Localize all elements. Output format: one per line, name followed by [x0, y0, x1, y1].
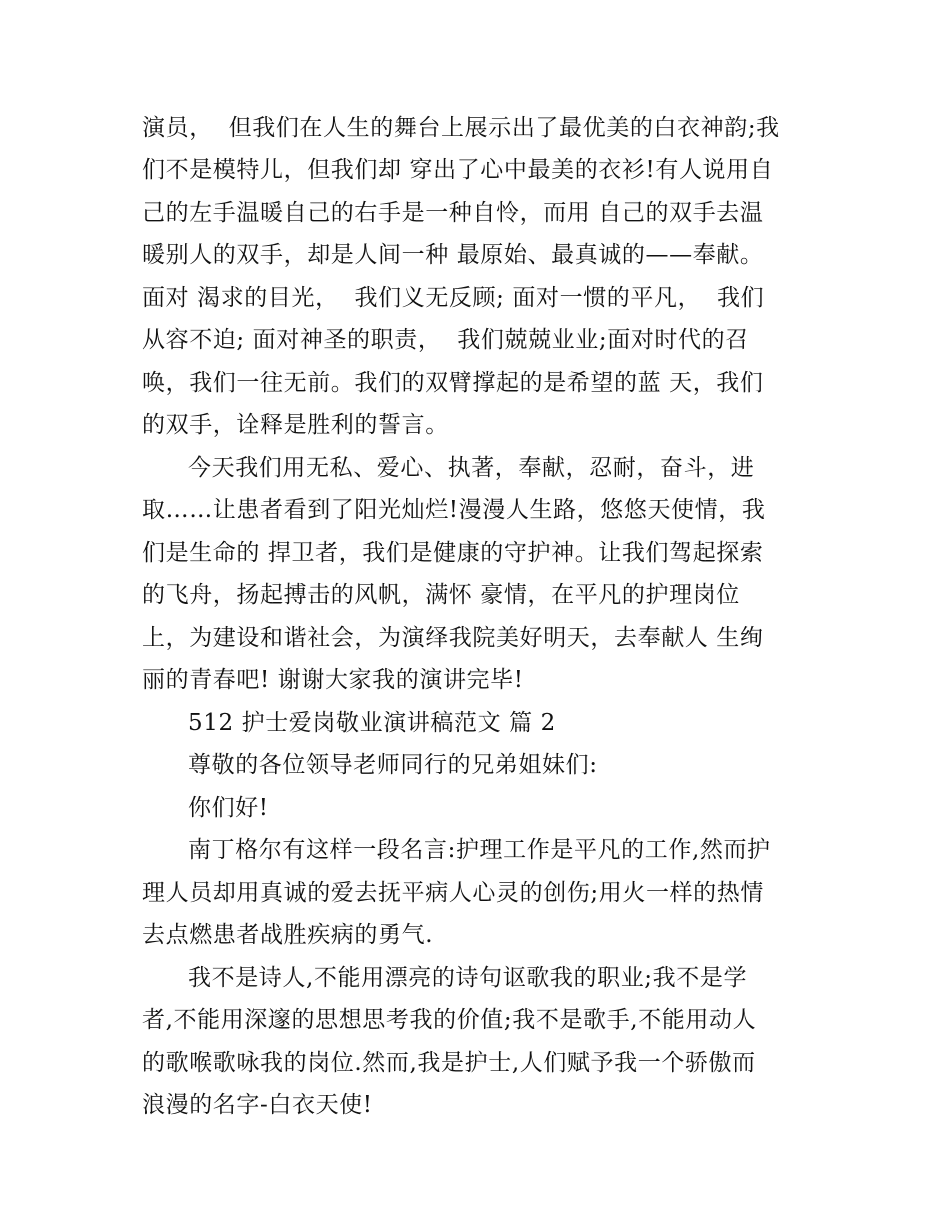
- paragraph-first-line: 今天我们用无私、爱心、执著，奉献，忍耐，奋斗，进: [188, 455, 755, 481]
- text-line: 的双手，诠释是胜利的誓言。: [142, 412, 449, 438]
- text-line: 理人员却用真诚的爱去抚平病人心灵的创伤;用火一样的热情: [142, 880, 764, 906]
- text-line: 唤，我们一往无前。我们的双臂撑起的是希望的蓝 天，我们: [142, 370, 764, 396]
- text-line: 己的左手温暖自己的右手是一种自怜，而用 自己的双手去温: [142, 200, 764, 226]
- text-line: 者,不能用深邃的思想思考我的价值;我不是歌手,不能用动人: [142, 1007, 757, 1033]
- paragraph-first-line: 我不是诗人,不能用漂亮的诗句讴歌我的职业;我不是学: [188, 965, 748, 991]
- text-line: 们是生命的 捍卫者，我们是健康的守护神。让我们驾起探索: [142, 540, 764, 566]
- salutation: 尊敬的各位领导老师同行的兄弟姐妹们:: [188, 752, 598, 778]
- section-heading: 512 护士爱岗敬业演讲稿范文 篇 2: [188, 710, 556, 736]
- text-line: 们不是模特儿，但我们却 穿出了心中最美的衣衫!有人说用自: [142, 157, 774, 183]
- text-line: 暖别人的双手，却是人间一种 最原始、最真诚的——奉献。: [142, 242, 764, 268]
- text-line: 演员， 但我们在人生的舞台上展示出了最优美的白衣神韵;我: [142, 115, 780, 141]
- text-line: 的歌喉歌咏我的岗位.然而,我是护士,人们赋予我一个骄傲而: [142, 1050, 756, 1076]
- text-line: 浪漫的名字-白衣天使!: [142, 1092, 373, 1118]
- text-line: 的飞舟，扬起搏击的风帆，满怀 豪情，在平凡的护理岗位: [142, 582, 740, 608]
- text-line: 去点燃患者战胜疾病的勇气.: [142, 922, 434, 948]
- text-line: 取……让患者看到了阳光灿烂!漫漫人生路，悠悠天使情，我: [142, 497, 766, 523]
- text-line: 上，为建设和谐社会，为演绎我院美好明天，去奉献人 生绚: [142, 625, 764, 651]
- text-line: 丽的青春吧! 谢谢大家我的演讲完毕!: [142, 667, 524, 693]
- greeting: 你们好!: [188, 795, 269, 821]
- text-line: 面对 渴求的目光， 我们义无反顾; 面对一惯的平凡， 我们: [142, 285, 765, 311]
- text-line: 从容不迫; 面对神圣的职责， 我们兢兢业业;面对时代的召: [142, 327, 749, 353]
- paragraph-first-line: 南丁格尔有这样一段名言:护理工作是平凡的工作,然而护: [188, 837, 771, 863]
